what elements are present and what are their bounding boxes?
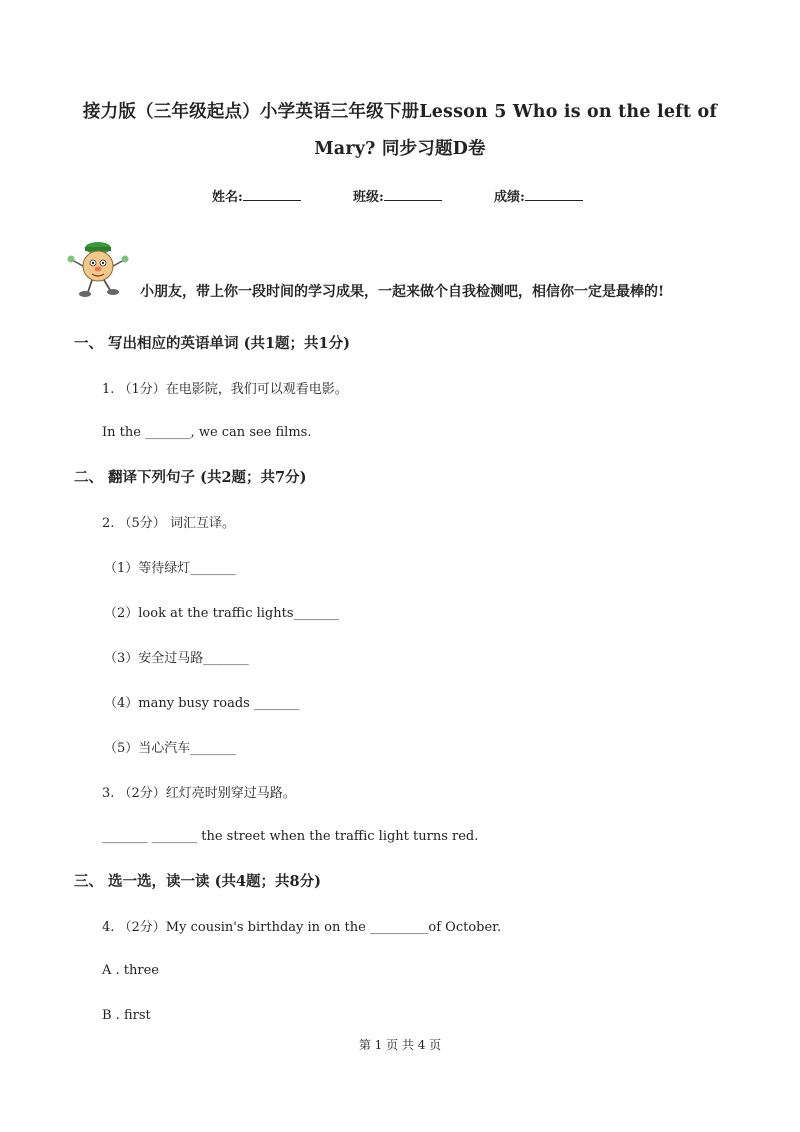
- question-2-stem: 2. （5分） 词汇互译。: [102, 516, 235, 531]
- question-2-item-5: （5）当心汽车_______: [104, 741, 236, 756]
- name-blank[interactable]: [243, 188, 301, 201]
- score-label: 成绩:: [494, 190, 525, 205]
- question-1-stem: 1. （1分）在电影院，我们可以观看电影。: [102, 382, 348, 397]
- class-field: [353, 186, 442, 205]
- question-2-item-4: （4）many busy roads _______: [104, 696, 300, 711]
- page-title-line-1: 接力版（三年级起点）小学英语三年级下册Lesson 5 Who is on the left of: [82, 102, 718, 122]
- class-label: 班级:: [353, 190, 384, 205]
- score-blank[interactable]: [525, 188, 583, 201]
- question-2-item-1: （1）等待绿灯_______: [104, 561, 236, 576]
- question-4-option-b[interactable]: B . first: [102, 1008, 151, 1023]
- question-3-sentence: _______ _______ the street when the traffic light turns red.: [102, 829, 479, 844]
- question-4-option-a[interactable]: A . three: [102, 963, 159, 978]
- score-field: [494, 186, 583, 205]
- encouragement-text: 小朋友，带上你一段时间的学习成果，一起来做个自我检测吧，相信你一定是最棒的!: [140, 284, 665, 300]
- name-field: [212, 186, 301, 205]
- mascot-icon: [66, 240, 130, 300]
- section-heading-1: 一、 写出相应的英语单词 (共1题；共1分): [74, 335, 350, 352]
- question-2-item-3: （3）安全过马路_______: [104, 651, 249, 666]
- page-title-line-2: Mary? 同步习题D卷: [314, 139, 486, 159]
- page-number: 第 1 页 共 4 页: [358, 1038, 442, 1052]
- name-label: 姓名:: [212, 190, 243, 205]
- section-heading-2: 二、 翻译下列句子 (共2题；共7分): [74, 469, 307, 486]
- class-blank[interactable]: [384, 188, 442, 201]
- question-2-item-2: （2）look at the traffic lights_______: [104, 606, 340, 621]
- question-1-sentence: In the _______, we can see films.: [102, 425, 312, 440]
- section-heading-3: 三、 选一选，读一读 (共4题；共8分): [74, 873, 321, 890]
- question-4-stem: 4. （2分）My cousin's birthday in on the _________of October.: [102, 920, 502, 935]
- question-3-stem: 3. （2分）红灯亮时别穿过马路。: [102, 786, 296, 801]
